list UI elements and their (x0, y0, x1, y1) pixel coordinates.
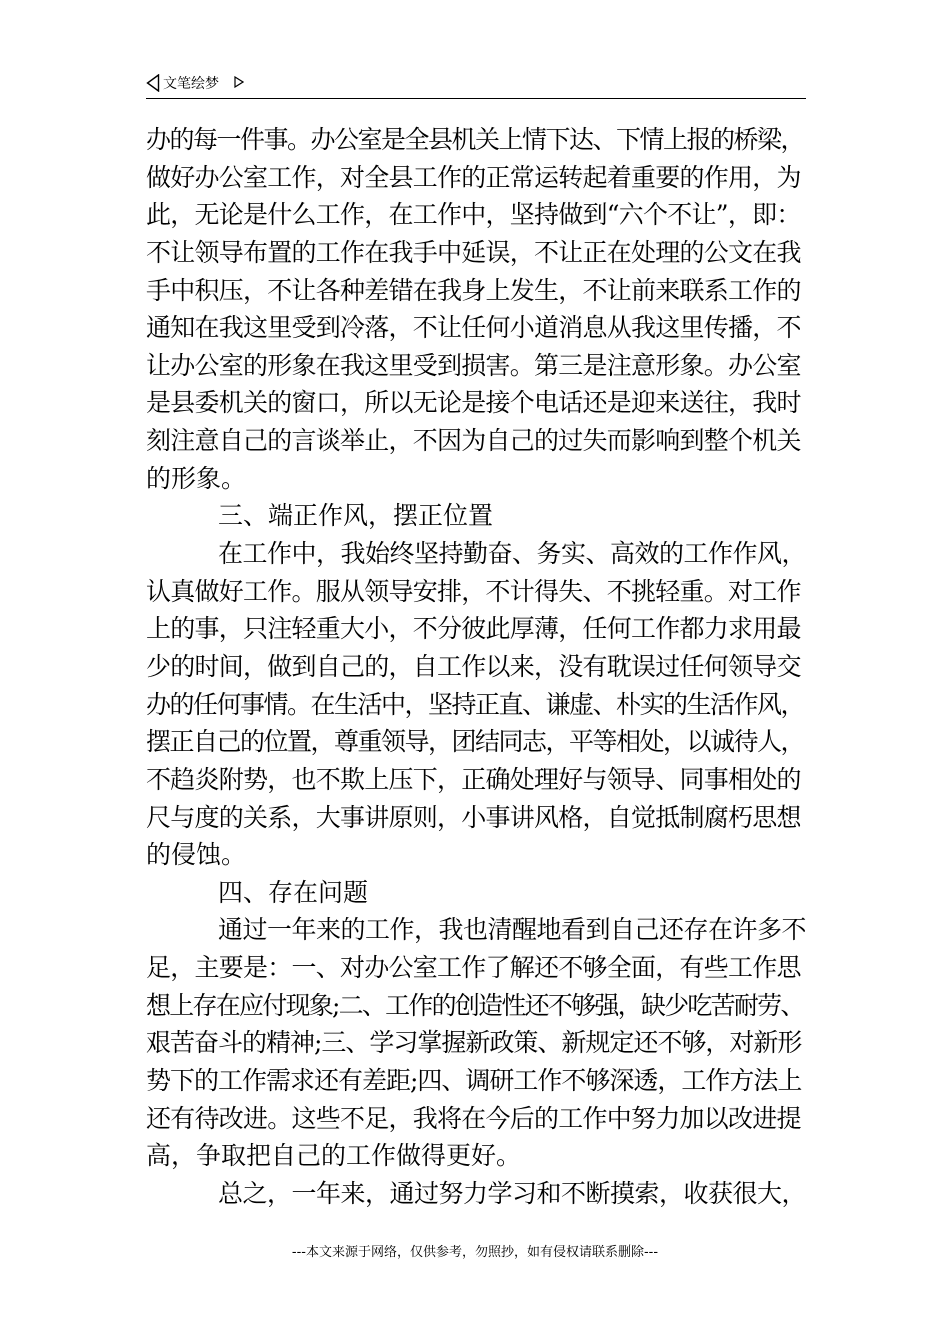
section-heading: 三、端正作风，摆正位置 (218, 501, 494, 531)
text-line: 还有待改进。这些不足，我将在今后的工作中努力加以改进提 (146, 1103, 801, 1133)
page-footer: ---本文来源于网络，仅供参考，勿照抄，如有侵权请联系删除--- (291, 1245, 659, 1260)
text-line: 办的每一件事。办公室是全县机关上情下达、下情上报的桥梁， (146, 125, 805, 154)
document-body (146, 121, 806, 1213)
text-line: 不趋炎附势，也不欺上压下，正确处理好与领导、同事相处的 (146, 764, 801, 794)
text-line: 总之，一年来，通过努力学习和不断摸索，收获很大， (218, 1178, 807, 1208)
text-line: 让办公室的形象在我这里受到损害。第三是注意形象。办公室 (146, 350, 801, 380)
header-title: 文笔绘梦 (163, 76, 219, 92)
text-line: 做好办公室工作，对全县工作的正常运转起着重要的作用，为 (146, 162, 801, 192)
text-line: 的侵蚀。 (146, 840, 247, 870)
text-line: 在工作中，我始终坚持勤奋、务实、高效的工作作风， (218, 539, 807, 569)
page-header (146, 72, 806, 99)
text-line: 少的时间，做到自己的，自工作以来，没有耽误过任何领导交 (146, 651, 801, 681)
text-line: 上的事，只注轻重大小，不分彼此厚薄，任何工作都力求用最 (146, 614, 801, 644)
text-line: 尺与度的关系，大事讲原则，小事讲风格，自觉抵制腐朽思想 (146, 802, 801, 832)
text-line: 通过一年来的工作，我也清醒地看到自己还存在许多不 (218, 915, 807, 945)
text-line: 想上存在应付现象;二、工作的创造性还不够强，缺少吃苦耐劳、 (146, 990, 804, 1020)
text-line: 办的任何事情。在生活中，坚持正直、谦虚、朴实的生活作风， (146, 689, 805, 719)
text-line: 通知在我这里受到冷落，不让任何小道消息从我这里传播，不 (146, 313, 801, 343)
text-line: 不让领导布置的工作在我手中延误，不让正在处理的公文在我 (146, 237, 801, 267)
text-line: 认真做好工作。服从领导安排，不计得失、不挑轻重。对工作 (146, 576, 801, 606)
text-line: 此，无论是什么工作，在工作中，坚持做到“六个不让”，即： (146, 200, 801, 230)
right-triangle-outline-icon (234, 76, 244, 88)
section-heading: 四、存在问题 (218, 877, 369, 907)
text-line: 是县委机关的窗口，所以无论是接个电话还是迎来送往，我时 (146, 388, 801, 418)
text-line: 刻注意自己的言谈举止，不因为自己的过失而影响到整个机关 (146, 426, 801, 456)
text-line: 势下的工作需求还有差距;四、调研工作不够深透，工作方法上 (146, 1066, 802, 1096)
text-line: 足，主要是：一、对办公室工作了解还不够全面，有些工作思 (146, 953, 801, 983)
text-line: 高，争取把自己的工作做得更好。 (146, 1141, 522, 1171)
text-line: 的形象。 (146, 463, 247, 493)
text-line: 艰苦奋斗的精神;三、学习掌握新政策、新规定还不够，对新形 (146, 1028, 802, 1058)
left-triangle-outline-icon (146, 74, 160, 92)
text-line: 手中积压，不让各种差错在我身上发生，不让前来联系工作的 (146, 275, 801, 305)
text-line: 摆正自己的位置，尊重领导，团结同志，平等相处，以诚待人， (146, 727, 805, 757)
